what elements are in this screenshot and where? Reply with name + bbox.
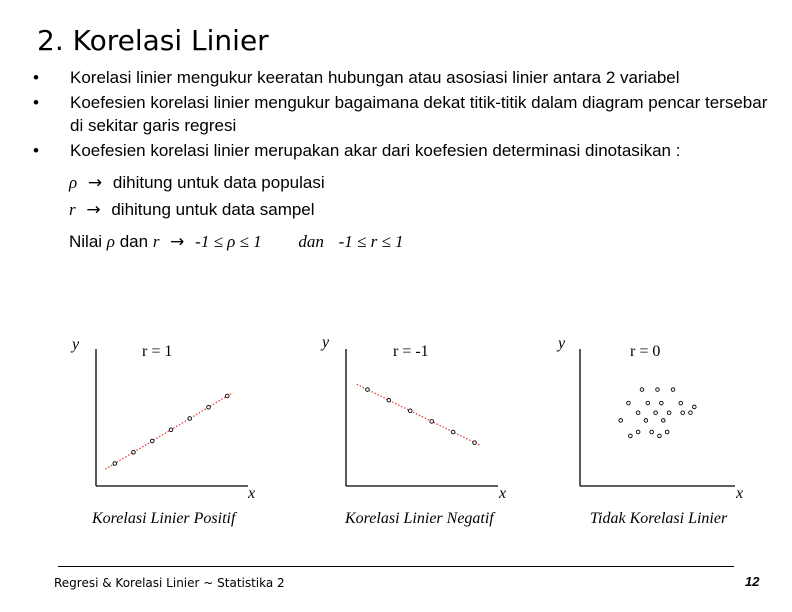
chart-caption: Tidak Korelasi Linier [590,510,728,527]
range-prefix: Nilai [69,232,103,251]
data-point [662,419,666,423]
data-point [679,401,683,405]
data-point [640,388,644,392]
chart-title: r = -1 [393,343,429,360]
x-axis-label: x [499,485,507,502]
x-axis-label: x [736,485,744,502]
data-point [451,430,455,434]
r-symbol: r [69,200,76,219]
data-point [693,405,697,409]
r-symbol: r [152,232,160,251]
range-r: -1 ≤ r ≤ 1 [338,232,404,251]
chart-title: r = 0 [630,343,661,360]
bullet-marker: • [33,68,39,87]
data-point [473,441,477,445]
footer-divider [58,566,734,567]
chart-negative [320,334,506,527]
arrow-icon: → [170,232,185,252]
data-point [656,388,660,392]
data-point [671,388,675,392]
data-point [665,430,669,434]
data-point [650,430,654,434]
notation-text: dihitung untuk data sampel [111,200,315,219]
arrow-icon: → [87,173,103,193]
fit-line [357,384,481,446]
chart-caption: Korelasi Linier Positif [92,510,236,527]
data-point [132,450,136,454]
data-point [627,401,631,405]
bullet-marker: • [33,141,39,160]
chart-title: r = 1 [142,343,173,360]
chart-none [556,335,743,527]
y-axis-label: y [558,335,566,352]
data-point [113,462,117,466]
data-points [113,394,229,465]
data-point [658,434,662,438]
rho-symbol: ρ [106,232,115,251]
data-point [644,419,648,423]
chart-caption: Korelasi Linier Negatif [345,510,494,527]
data-point [667,411,671,415]
bullet-text: Koefesien korelasi linier merupakan akar dari koefesien determinasi dinotasikan : [70,141,681,160]
range-rho: -1 ≤ ρ ≤ 1 [195,232,262,251]
notation-text: dihitung untuk data populasi [112,173,325,192]
data-point [387,398,391,402]
data-point [225,394,229,398]
range-dan: dan [119,232,149,251]
page-number: 12 [745,574,760,589]
data-points [366,388,477,445]
data-point [646,401,650,405]
y-axis-label: y [72,336,80,353]
data-point [636,430,640,434]
x-axis-label: x [248,485,256,502]
data-point [169,428,173,432]
bullet-marker: • [33,93,39,112]
rho-symbol: ρ [69,173,78,192]
data-point [636,411,640,415]
bullet-text: Koefesien korelasi linier mengukur bagaimana dekat titik-titik dalam diagram pencar tersebar di sekitar garis regresi [70,93,768,135]
chart-positive [70,336,255,527]
data-point [629,434,633,438]
y-axis-label: y [322,334,330,351]
arrow-icon: → [86,200,101,220]
data-point [619,419,623,423]
data-point [207,405,211,409]
data-point [660,401,664,405]
data-point [188,417,192,421]
data-point [430,420,434,424]
data-point [366,388,370,392]
range-dan-2: dan [298,232,324,251]
data-point [689,411,693,415]
data-point [654,411,658,415]
data-point [408,409,412,413]
bullet-text: Korelasi linier mengukur keeratan hubungan atau asosiasi linier antara 2 variabel [70,68,680,87]
regression-line [357,384,481,446]
data-point [150,439,154,443]
footer-text: Regresi & Korelasi Linier ~ Statistika 2 [54,576,285,590]
slide-title: 2. Korelasi Linier [37,24,269,57]
data-point [681,411,685,415]
data-points [619,388,696,438]
